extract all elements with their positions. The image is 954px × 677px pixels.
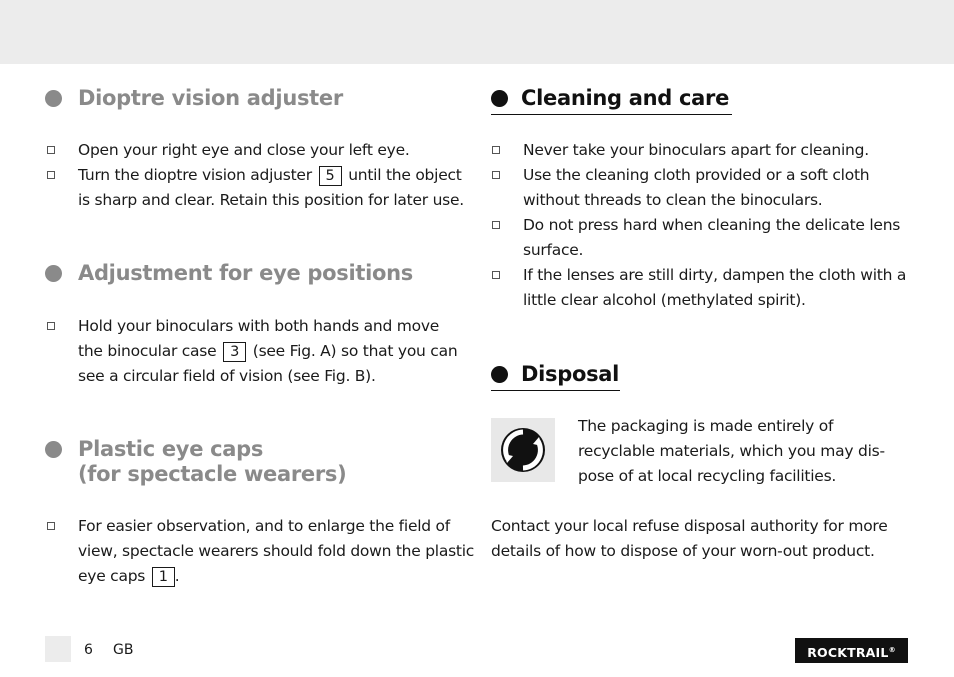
top-band <box>0 0 954 64</box>
section-bullet-icon <box>491 366 508 383</box>
square-bullet-icon <box>47 322 55 330</box>
page-number: 6 <box>84 642 93 658</box>
square-bullet-icon <box>492 171 500 179</box>
cleaning-step-3-line2: surface. <box>523 241 584 259</box>
heading-cleaning: Cleaning and care <box>521 86 730 110</box>
ref-number-5: 5 <box>319 166 342 186</box>
packaging-line3: pose of at local recycling facilities. <box>578 467 837 485</box>
cleaning-step-2-line2: without threads to clean the binoculars. <box>523 191 823 209</box>
brand-logo <box>795 638 908 663</box>
heading-dioptre: Dioptre vision adjuster <box>78 86 343 110</box>
eye-positions-line1: Hold your binoculars with both hands and move <box>78 317 440 335</box>
eye-positions-line2: the binocular case 3 (see Fig. A) so that you can <box>78 342 458 360</box>
page-marker <box>45 636 71 662</box>
section-bullet-icon <box>45 265 62 282</box>
eye-caps-line1: For easier observation, and to enlarge the field of <box>78 517 450 535</box>
ref-number-1: 1 <box>152 567 175 587</box>
heading-underline <box>491 390 620 391</box>
heading-eye-positions: Adjustment for eye positions <box>78 261 413 285</box>
recycling-green-dot-icon <box>491 418 555 482</box>
section-bullet-icon <box>491 90 508 107</box>
brand-name: ROCKTRAIL <box>807 645 889 661</box>
cleaning-step-4-line2: little clear alcohol (methylated spirit). <box>523 291 806 309</box>
square-bullet-icon <box>492 146 500 154</box>
contact-line1: Contact your local refuse disposal authority for more <box>491 517 888 535</box>
dioptre-step-1: Open your right eye and close your left eye. <box>78 141 410 159</box>
eye-positions-line3: see a circular field of vision (see Fig. B). <box>78 367 376 385</box>
packaging-line2: recyclable materials, which you may dis- <box>578 442 885 460</box>
eye-caps-line2: view, spectacle wearers should fold down the plastic <box>78 542 475 560</box>
square-bullet-icon <box>47 171 55 179</box>
cleaning-step-3-line1: Do not press hard when cleaning the delicate lens <box>523 216 901 234</box>
square-bullet-icon <box>47 146 55 154</box>
eye-caps-line3: eye caps 1 . <box>78 567 180 585</box>
dioptre-step-2-line2: is sharp and clear. Retain this position for later use. <box>78 191 464 209</box>
section-bullet-icon <box>45 441 62 458</box>
dioptre-step-2-line1: Turn the dioptre vision adjuster 5 until the object <box>78 166 462 184</box>
cleaning-step-2-line1: Use the cleaning cloth provided or a soft cloth <box>523 166 870 184</box>
heading-eye-caps-line2: (for spectacle wearers) <box>78 462 347 486</box>
cleaning-step-4-line1: If the lenses are still dirty, dampen the cloth with a <box>523 266 907 284</box>
packaging-line1: The packaging is made entirely of <box>578 417 834 435</box>
ref-number-3: 3 <box>223 342 246 362</box>
contact-line2: details of how to dispose of your worn-out product. <box>491 542 875 560</box>
cleaning-step-1: Never take your binoculars apart for cleaning. <box>523 141 869 159</box>
heading-disposal: Disposal <box>521 362 620 386</box>
section-bullet-icon <box>45 90 62 107</box>
square-bullet-icon <box>47 522 55 530</box>
brand-registered-mark: ® <box>888 646 896 654</box>
square-bullet-icon <box>492 221 500 229</box>
square-bullet-icon <box>492 271 500 279</box>
language-code: GB <box>113 642 134 658</box>
heading-eye-caps-line1: Plastic eye caps <box>78 437 264 461</box>
heading-underline <box>491 114 732 115</box>
